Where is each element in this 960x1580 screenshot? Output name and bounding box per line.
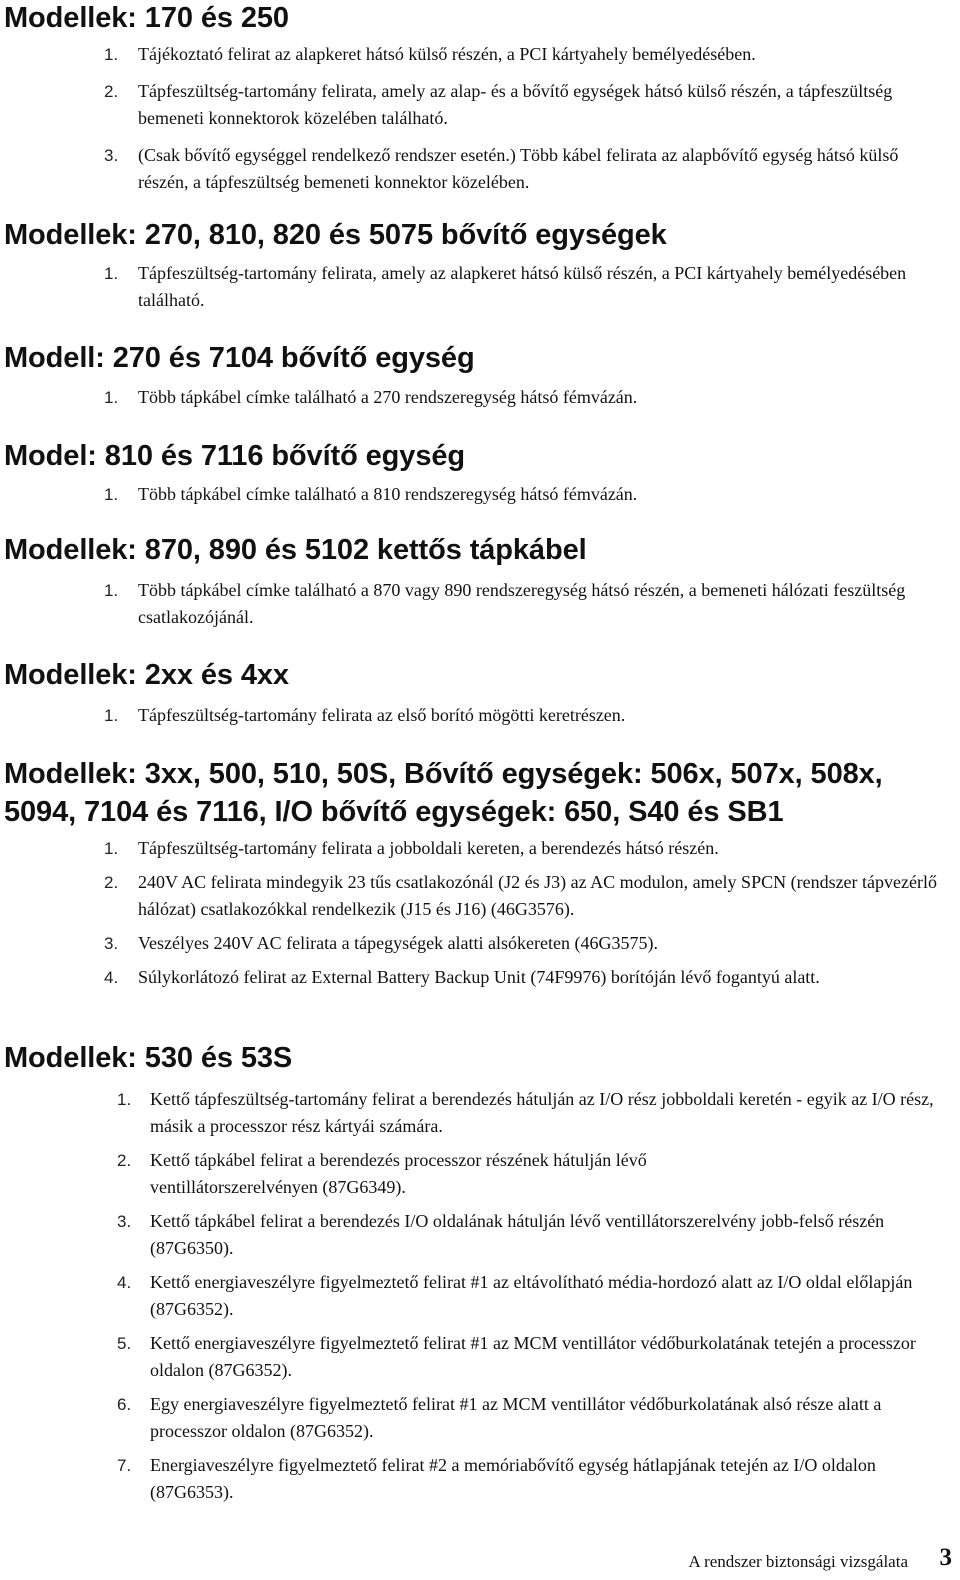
item-text: Súlykorlátozó felirat az External Battery Backup Unit (74F9976) borítóján lévő fogantyú alatt. [138, 967, 820, 987]
section-heading: Modellek: 170 és 250 [4, 2, 289, 34]
item-text: Tápfeszültség-tartomány felirata, amely az alapkeret hátsó külső részén, a PCI kártyahely bemélyedésében található. [138, 263, 907, 310]
item-number: 3. [104, 146, 119, 165]
item-text: Több tápkábel címke található a 270 rendszeregység hátsó fémvázán. [138, 387, 638, 407]
list-item [0, 577, 960, 631]
item-number: 6. [117, 1395, 132, 1414]
item-text: 240V AC felirata mindegyik 23 tűs csatlakozónál (J2 és J3) az AC modulon, amely SPCN (rendszer tápvezérlő hálózat) csatlakozókkal rendelkezik (J15 és J16) (46G3576). [138, 872, 937, 919]
footer-title: A rendszer biztonsági vizsgálata [688, 1552, 908, 1571]
list-item [0, 702, 960, 729]
page-number: 3 [939, 1544, 952, 1571]
section-heading: Modell: 270 és 7104 bővítő egység [4, 342, 475, 374]
item-list [0, 1086, 960, 1506]
item-list [0, 577, 960, 631]
item-number: 2. [104, 873, 119, 892]
item-list [0, 41, 960, 196]
item-number: 1. [104, 485, 119, 504]
item-number: 1. [117, 1090, 132, 1109]
item-number: 4. [104, 968, 119, 987]
item-text: Tápfeszültség-tartomány felirata a jobboldali kereten, a berendezés hátsó részén. [138, 838, 719, 858]
section-heading: Modellek: 2xx és 4xx [4, 659, 289, 691]
item-text: Kettő tápkábel felirat a berendezés I/O oldalának hátulján lévő ventillátorszerelvény jobb-felső részén (87G6350). [150, 1211, 885, 1258]
item-number: 3. [104, 934, 119, 953]
list-item [0, 260, 960, 314]
section-heading: Modellek: 530 és 53S [4, 1042, 293, 1074]
item-list [0, 481, 960, 508]
item-text: Kettő tápfeszültség-tartomány felirat a berendezés hátulján az I/O rész jobboldali keretén - egyik az I/O rész, másik a processzor rész kártyái számára. [150, 1089, 934, 1136]
item-text: Energiaveszélyre figyelmeztető felirat #2 a memóriabővítő egység hátlapjának tetején az I/O oldalon (87G6353). [150, 1455, 876, 1502]
item-number: 3. [117, 1212, 132, 1231]
item-number: 1. [104, 388, 119, 407]
list-item [0, 869, 960, 930]
list-item [0, 78, 960, 142]
list-item [0, 41, 960, 78]
item-number: 5. [117, 1334, 132, 1353]
item-text: Tápfeszültség-tartomány felirata az első borító mögötti keretrészen. [138, 705, 626, 725]
item-number: 1. [104, 45, 119, 64]
page-footer [0, 1540, 952, 1576]
list-item [0, 835, 960, 869]
item-number: 1. [104, 264, 119, 283]
item-text: Tájékoztató felirat az alapkeret hátsó külső részén, a PCI kártyahely bemélyedésében. [138, 44, 756, 64]
item-text: (Csak bővítő egységgel rendelkező rendszer esetén.) Több kábel felirata az alapbővítő egység hátsó külső részén, a tápfeszültség bemeneti konnektor közelében. [138, 145, 899, 192]
list-item [0, 1269, 960, 1330]
item-number: 1. [104, 581, 119, 600]
item-number: 1. [104, 706, 119, 725]
item-list [0, 702, 960, 729]
item-text: Kettő energiaveszélyre figyelmeztető felirat #1 az MCM ventillátor védőburkolatának tetején a processzor oldalon (87G6352). [150, 1333, 916, 1380]
item-number: 4. [117, 1273, 132, 1292]
section-heading: Modellek: 3xx, 500, 510, 50S, Bővítő egységek: 506x, 507x, 508x, 5094, 7104 és 7116, I/O bővítő egységek: 650, S40 és SB1 [4, 758, 883, 828]
list-item [0, 930, 960, 964]
list-item [0, 1391, 960, 1452]
list-item [0, 1330, 960, 1391]
section-heading: Modellek: 270, 810, 820 és 5075 bővítő egységek [4, 219, 667, 251]
list-item [0, 1452, 960, 1506]
item-number: 7. [117, 1456, 132, 1475]
list-item [0, 1208, 960, 1269]
item-list [0, 835, 960, 991]
list-item [0, 142, 960, 196]
item-text: Kettő energiaveszélyre figyelmeztető felirat #1 az eltávolítható média-hordozó alatt az I/O oldal előlapján (87G6352). [150, 1272, 913, 1319]
list-item [0, 964, 960, 991]
item-text: Kettő tápkábel felirat a berendezés processzor részének hátulján lévő ventillátorszerelvényen (87G6349). [150, 1150, 647, 1197]
item-text: Tápfeszültség-tartomány felirata, amely az alap- és a bővítő egységek hátsó külső részén, a tápfeszültség bemeneti konnektorok közelében található. [138, 81, 893, 128]
list-item [0, 481, 960, 508]
section-heading: Model: 810 és 7116 bővítő egység [4, 440, 465, 472]
item-number: 2. [117, 1151, 132, 1170]
list-item [0, 384, 960, 411]
item-list [0, 384, 960, 411]
item-text: Több tápkábel címke található a 810 rendszeregység hátsó fémvázán. [138, 484, 638, 504]
list-item [0, 1147, 960, 1208]
item-text: Veszélyes 240V AC felirata a tápegységek alatti alsókereten (46G3575). [138, 933, 658, 953]
list-item [0, 1086, 960, 1147]
section-heading: Modellek: 870, 890 és 5102 kettős tápkábel [4, 534, 587, 566]
item-text: Több tápkábel címke található a 870 vagy 890 rendszeregység hátsó részén, a bemeneti hálózati feszültség csatlakozójánál. [138, 580, 906, 627]
item-number: 2. [104, 82, 119, 101]
item-number: 1. [104, 839, 119, 858]
item-text: Egy energiaveszélyre figyelmeztető felirat #1 az MCM ventillátor védőburkolatának alsó része alatt a processzor oldalon (87G6352). [150, 1394, 882, 1441]
item-list [0, 260, 960, 314]
